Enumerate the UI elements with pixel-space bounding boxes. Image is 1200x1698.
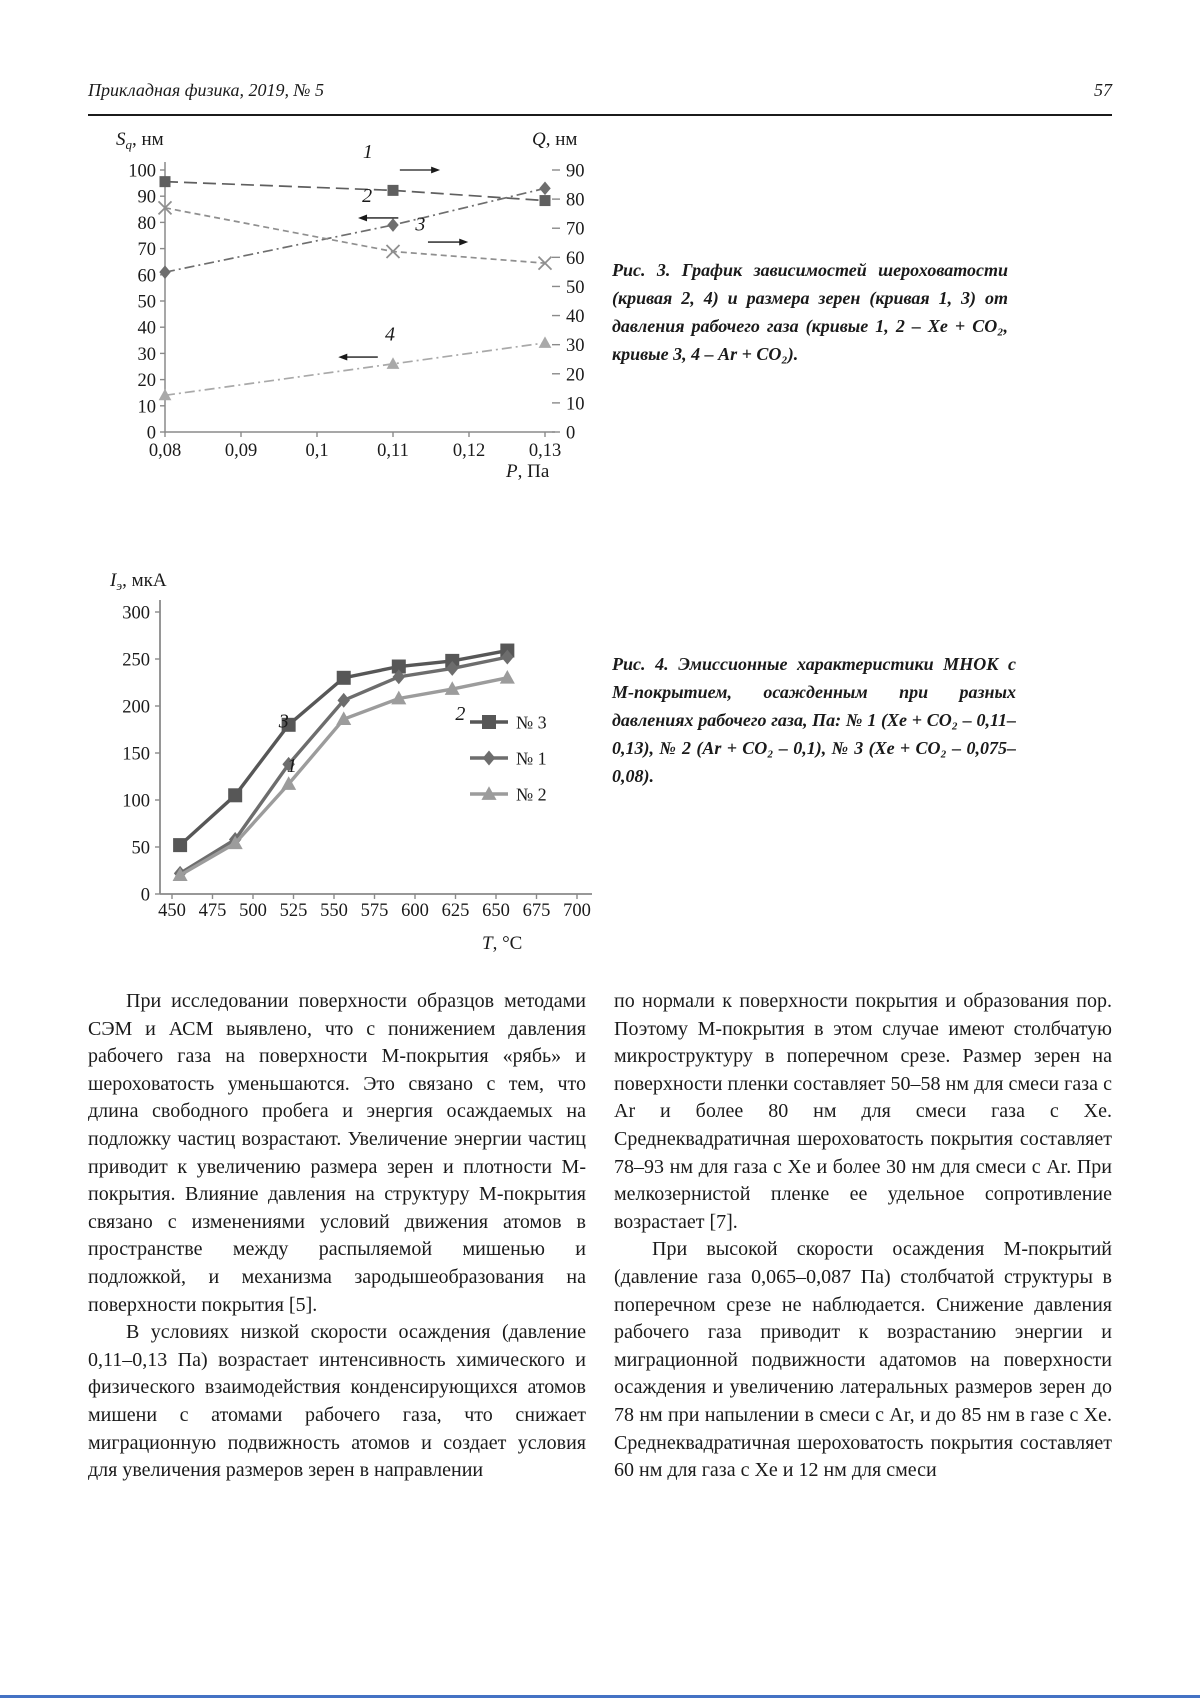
page-header bbox=[88, 80, 1112, 101]
svg-text:4: 4 bbox=[384, 323, 395, 346]
figure4-caption: Рис. 4. Эмиссионные характеристики МНОК с М-покрытием, осажденным при разных давлениях рабочего газа, Па: № 1 (Xe + CO₂ – 0,11–0,13), № 2 (Ar + CO₂ – 0,1), № 3 (Xe + CO₂ – 0,075–0,08). bbox=[612, 654, 1016, 786]
svg-text:1: 1 bbox=[362, 141, 373, 164]
svg-text:T, °C: T, °C bbox=[482, 933, 523, 954]
paragraph: по нормали к поверхности покрытия и образования пор. Поэтому М-покрытия в этом случае имеют столбчатую микроструктуру в поперечном срезе. Размер зерен на поверхности пленки составляет 50–58 нм для смеси газа с Ar и более 80 нм для смеси газа с Xe. Среднеквадратичная шероховатость покрытия составляет 78–93 нм для газа с Xe и более 30 нм для смеси с Ar. При мелкозернистой пленке ее удельное сопротивление возрастает [7]. bbox=[614, 990, 1112, 1233]
figure3-caption: Рис. 3. График зависимостей шероховатости (кривая 2, 4) и размера зерен (кривая 1, 3) от давления рабочего газа (кривые 1, 2 – Xe + CO₂, кривые 3, 4 – Ar + CO₂). bbox=[612, 260, 1008, 364]
svg-text:80: 80 bbox=[566, 190, 585, 211]
svg-text:30: 30 bbox=[566, 336, 585, 357]
svg-text:675: 675 bbox=[522, 901, 551, 921]
svg-text:20: 20 bbox=[566, 365, 585, 386]
svg-text:2: 2 bbox=[455, 703, 466, 726]
header-rule bbox=[88, 114, 1112, 116]
svg-text:№ 1: № 1 bbox=[516, 748, 547, 769]
svg-text:90: 90 bbox=[137, 187, 156, 208]
body-column-right bbox=[614, 988, 1112, 1485]
svg-text:550: 550 bbox=[320, 901, 348, 921]
figure3-roughness-grain-size-chart bbox=[90, 125, 610, 485]
svg-text:№ 2: № 2 bbox=[516, 784, 547, 805]
svg-text:10: 10 bbox=[566, 394, 585, 415]
svg-text:0,08: 0,08 bbox=[148, 441, 182, 461]
svg-text:50: 50 bbox=[566, 277, 585, 298]
figure4-emission-characteristics-chart bbox=[90, 540, 650, 960]
svg-text:100: 100 bbox=[128, 161, 156, 182]
journal-title: Прикладная физика, 2019, № 5 bbox=[88, 80, 324, 100]
svg-text:40: 40 bbox=[566, 307, 585, 328]
svg-text:P, Па: P, Па bbox=[506, 461, 550, 482]
svg-text:1: 1 bbox=[286, 754, 297, 777]
svg-text:50: 50 bbox=[131, 838, 150, 859]
svg-text:0: 0 bbox=[146, 423, 156, 444]
svg-text:30: 30 bbox=[137, 344, 156, 365]
svg-text:3: 3 bbox=[415, 213, 426, 236]
svg-text:80: 80 bbox=[137, 213, 156, 234]
svg-text:3: 3 bbox=[278, 710, 289, 733]
body-column-left bbox=[88, 988, 586, 1485]
svg-text:0: 0 bbox=[140, 885, 150, 906]
svg-text:475: 475 bbox=[198, 901, 227, 921]
svg-text:Sq, нм: $S_q$, нм bbox=[116, 129, 164, 152]
svg-text:300: 300 bbox=[122, 603, 150, 624]
svg-text:150: 150 bbox=[122, 744, 150, 765]
svg-text:0,11: 0,11 bbox=[377, 441, 409, 461]
svg-text:0,13: 0,13 bbox=[528, 441, 562, 461]
svg-text:№ 3: № 3 bbox=[516, 712, 547, 733]
svg-text:700: 700 bbox=[563, 901, 591, 921]
svg-text:90: 90 bbox=[566, 161, 585, 182]
svg-text:600: 600 bbox=[401, 901, 429, 921]
svg-text:60: 60 bbox=[566, 248, 585, 269]
svg-text:60: 60 bbox=[137, 266, 156, 287]
svg-text:0: 0 bbox=[566, 423, 576, 444]
paragraph: При высокой скорости осаждения М-покрытий (давление газа 0,065–0,087 Па) столбчатой структуры в поперечном срезе не наблюдается. Снижение давления рабочего газа приводит к возрастанию энергии и миграционной подвижности адатомов на поверхности осаждения и увеличению латеральных размеров зерен до 78 нм при напылении в смеси с Ar, и до 85 нм в газе с Xe. Среднеквадратичная шероховатость покрытия составляет 60 нм для газа с Xe и 12 нм для смеси bbox=[614, 1238, 1112, 1482]
svg-text:10: 10 bbox=[137, 397, 156, 418]
svg-text:500: 500 bbox=[239, 901, 267, 921]
svg-text:70: 70 bbox=[566, 219, 585, 240]
svg-text:200: 200 bbox=[122, 697, 150, 718]
paragraph: В условиях низкой скорости осаждения (давление 0,11–0,13 Па) возрастает интенсивность химического и физического взаимодействия конденсирующихся атомов мишени с атомами рабочего газа, что снижает миграционную подвижность атомов и создает условия для увеличения размеров зерен в направлении bbox=[88, 1321, 586, 1482]
svg-text:2: 2 bbox=[362, 184, 373, 207]
svg-text:50: 50 bbox=[137, 292, 156, 313]
svg-text:70: 70 bbox=[137, 240, 156, 261]
svg-text:Iэ, мкА: $I_э$, мкА bbox=[110, 570, 167, 593]
page-number: 57 bbox=[1094, 80, 1112, 100]
svg-text:Q, нм: Q, нм bbox=[532, 129, 578, 150]
svg-text:100: 100 bbox=[122, 791, 150, 812]
svg-text:450: 450 bbox=[158, 901, 186, 921]
svg-text:0,1: 0,1 bbox=[305, 441, 329, 461]
svg-text:525: 525 bbox=[279, 901, 308, 921]
svg-text:250: 250 bbox=[122, 650, 150, 671]
paragraph: При исследовании поверхности образцов методами СЭМ и АСМ выявлено, что с понижением давления рабочего газа на поверхности М-покрытия «рябь» и шероховатость уменьшаются. Это связано с тем, что длина свободного пробега и энергия осаждаемых на подложку частиц возрастают. Увеличение энергии частиц приводит к увеличению размера зерен и плотности М-покрытия. Влияние давления на структуру М-покрытия связано с изменениями условий движения атомов в пространстве между распыляемой мишенью и подложкой, и механизма зародышеобразования на поверхности покрытия [5]. bbox=[88, 990, 586, 1316]
svg-text:0,12: 0,12 bbox=[452, 441, 486, 461]
svg-text:40: 40 bbox=[137, 318, 156, 339]
svg-text:650: 650 bbox=[482, 901, 510, 921]
svg-text:575: 575 bbox=[360, 901, 389, 921]
svg-text:0,09: 0,09 bbox=[224, 441, 258, 461]
svg-text:20: 20 bbox=[137, 371, 156, 392]
svg-text:625: 625 bbox=[441, 901, 470, 921]
